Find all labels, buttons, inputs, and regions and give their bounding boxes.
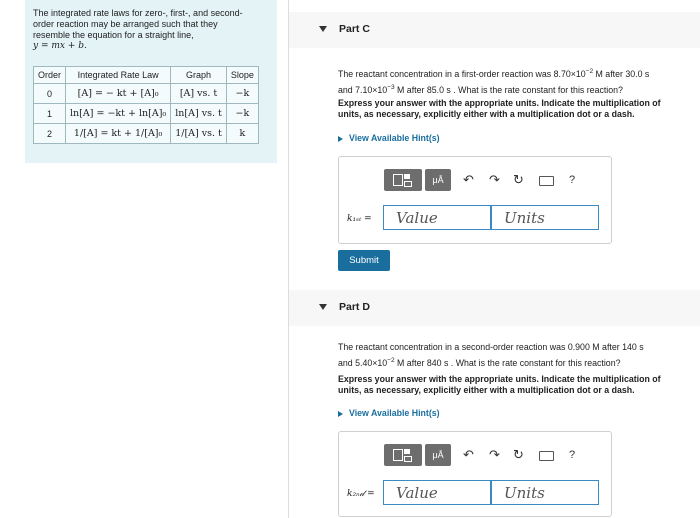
exponent: −2: [585, 68, 594, 75]
cell-law: [A] = − kt + [A]₀: [66, 84, 171, 104]
cell-graph: [A] vs. t: [171, 84, 227, 104]
part-d-instructions: [338, 374, 698, 396]
part-d-title: Part D: [339, 301, 370, 313]
part-c-hint-link[interactable]: [338, 133, 440, 143]
keyboard-icon[interactable]: [539, 176, 554, 186]
cell-graph: ln[A] vs. t: [171, 104, 227, 124]
header-law: Integrated Rate Law: [66, 67, 171, 84]
undo-icon[interactable]: ↶: [463, 447, 474, 462]
table-row: [34, 84, 259, 104]
intro-line-3: resemble the equation for a straight line,: [33, 30, 194, 40]
template-square-icon: [404, 181, 412, 187]
redo-icon[interactable]: ↷: [489, 172, 500, 187]
header-slope: Slope: [226, 67, 258, 84]
part-d-question-line-1: The reactant concentration in a second-order reaction was 0.900 M after 140 s: [338, 342, 644, 352]
cell-slope: k: [226, 124, 258, 144]
header-order: Order: [34, 67, 66, 84]
instruction-line-2: units, as necessary, explicitly either with a multiplication dot or a dash.: [338, 109, 635, 119]
template-square-icon: [404, 456, 412, 462]
reset-icon[interactable]: ↻: [513, 447, 524, 462]
templates-button[interactable]: [384, 444, 422, 466]
keyboard-icon[interactable]: [539, 451, 554, 461]
part-c-instructions: [338, 98, 698, 120]
rate-law-info-panel: [25, 0, 277, 163]
table-row: [34, 104, 259, 124]
template-square-icon: [404, 174, 410, 179]
template-square-icon: [393, 449, 403, 461]
table-row: [34, 124, 259, 144]
instruction-line-1: Express your answer with the appropriate units. Indicate the multiplication of: [338, 98, 661, 108]
question-text: M after 85.0 s . What is the rate constant for this reaction?: [394, 84, 623, 95]
intro-line-2: order reaction may be arranged such that they: [33, 19, 218, 29]
question-text: The reactant concentration in a first-order reaction was 8.70×10: [338, 68, 586, 79]
intro-line-1: The integrated rate laws for zero-, first-, and second-: [33, 8, 243, 18]
help-icon[interactable]: ?: [569, 449, 576, 461]
help-icon[interactable]: ?: [569, 174, 576, 186]
part-c-question-line-2: [338, 81, 694, 97]
instruction-line-1: Express your answer with the appropriate units. Indicate the multiplication of: [338, 374, 661, 384]
intro-text: [33, 8, 265, 52]
cell-order: 1: [34, 104, 66, 124]
units-button[interactable]: μÅ: [425, 169, 451, 191]
exponent: −2: [387, 357, 395, 364]
part-d-question-line-2: [338, 354, 694, 370]
undo-icon[interactable]: ↶: [463, 172, 474, 187]
submit-button[interactable]: Submit: [338, 250, 390, 271]
template-square-icon: [393, 174, 403, 186]
hint-label: View Available Hint(s): [349, 133, 440, 143]
question-text: M after 840 s . What is the rate constant for this reaction?: [394, 357, 621, 368]
units-input[interactable]: Units: [491, 480, 599, 505]
part-c-question-line-1: [338, 65, 694, 81]
hint-label: View Available Hint(s): [349, 408, 440, 418]
question-text: M after 30.0 s: [593, 68, 650, 79]
cell-graph: 1/[A] vs. t: [171, 124, 227, 144]
exponent: −3: [387, 83, 395, 91]
cell-order: 2: [34, 124, 66, 144]
units-button[interactable]: μÅ: [425, 444, 451, 466]
part-c-header[interactable]: [289, 12, 700, 48]
k2nd-label: k₂ₙ𝒹 =: [347, 489, 375, 499]
header-graph: Graph: [171, 67, 227, 84]
templates-button[interactable]: [384, 169, 422, 191]
part-c-title: Part C: [339, 23, 370, 35]
line-equation: y = mx + b.: [33, 41, 87, 51]
part-c-answer-box: [338, 156, 612, 244]
expand-arrow-icon: [338, 411, 343, 417]
reset-icon[interactable]: ↻: [513, 172, 524, 187]
collapse-triangle-icon[interactable]: [319, 304, 327, 310]
table-header-row: [34, 67, 259, 84]
question-text: and 7.10×10: [338, 84, 388, 95]
cell-slope: −k: [226, 104, 258, 124]
part-c-question: [338, 65, 694, 97]
cell-law: 1/[A] = kt + 1/[A]₀: [66, 124, 171, 144]
cell-order: 0: [34, 84, 66, 104]
template-square-icon: [404, 449, 410, 454]
part-d-header[interactable]: [289, 290, 700, 326]
cell-slope: −k: [226, 84, 258, 104]
part-d-answer-box: [338, 431, 612, 517]
value-input[interactable]: Value: [383, 205, 491, 230]
collapse-triangle-icon[interactable]: [319, 26, 327, 32]
part-d-question: [338, 341, 694, 370]
parts-column: [288, 0, 700, 518]
part-d-hint-link[interactable]: [338, 408, 440, 418]
rate-law-table: [33, 66, 259, 144]
question-text: and 5.40×10: [338, 357, 388, 368]
k1st-label: k₁ₛₜ =: [347, 214, 372, 224]
expand-arrow-icon: [338, 136, 343, 142]
redo-icon[interactable]: ↷: [489, 447, 500, 462]
value-input[interactable]: Value: [383, 480, 491, 505]
cell-law: ln[A] = −kt + ln[A]₀: [66, 104, 171, 124]
instruction-line-2: units, as necessary, explicitly either with a multiplication dot or a dash.: [338, 385, 635, 395]
units-input[interactable]: Units: [491, 205, 599, 230]
